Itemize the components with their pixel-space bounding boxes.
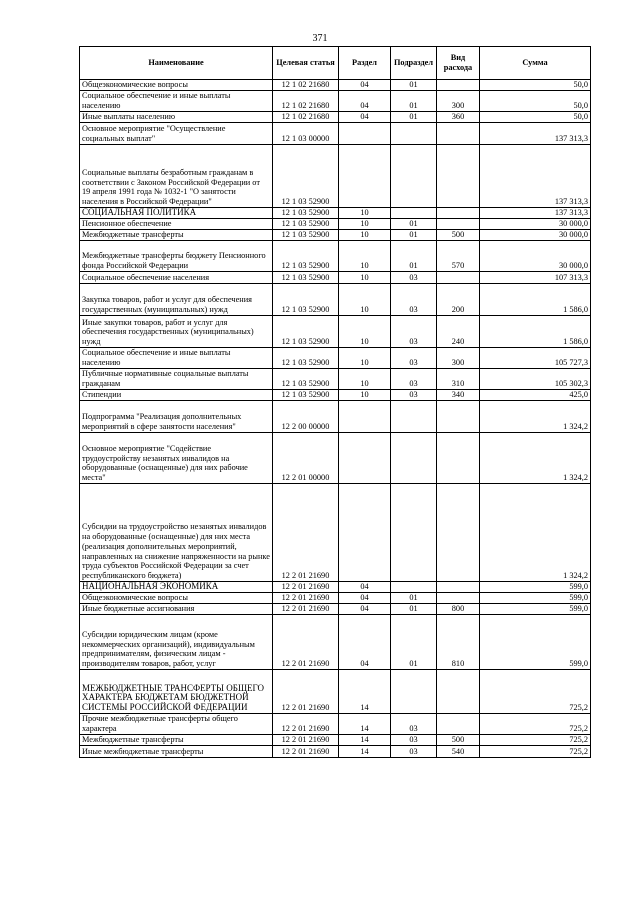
cell-section: [339, 123, 391, 145]
cell-sum: 30 000,0: [480, 219, 591, 230]
cell-sum: 599,0: [480, 582, 591, 593]
cell-target-article: 12 2 01 21690: [273, 714, 339, 735]
cell-subsection: 01: [391, 241, 437, 272]
header-subsection: Подраздел: [391, 47, 437, 80]
cell-expense-type: 310: [437, 369, 480, 390]
cell-name: Общеэкономические вопросы: [80, 80, 273, 91]
table-row: [80, 123, 591, 145]
cell-subsection: 03: [391, 735, 437, 746]
table-row: [80, 316, 591, 348]
cell-subsection: [391, 433, 437, 484]
cell-expense-type: [437, 272, 480, 284]
table-row: [80, 145, 591, 208]
cell-subsection: 01: [391, 593, 437, 604]
table-row: [80, 112, 591, 123]
cell-expense-type: [437, 208, 480, 219]
cell-name: Основное мероприятие "Содействие трудоустройству незанятых инвалидов на оборудованные (оснащенные) для них рабочие места": [80, 433, 273, 484]
cell-target-article: 12 2 01 21690: [273, 670, 339, 714]
cell-subsection: [391, 145, 437, 208]
cell-expense-type: [437, 123, 480, 145]
cell-expense-type: [437, 80, 480, 91]
table-row: [80, 401, 591, 433]
cell-expense-type: 570: [437, 241, 480, 272]
cell-target-article: 12 1 02 21680: [273, 112, 339, 123]
cell-expense-type: [437, 433, 480, 484]
cell-section: [339, 484, 391, 582]
table-row: [80, 593, 591, 604]
cell-name: Закупка товаров, работ и услуг для обеспечения государственных (муниципальных) нужд: [80, 284, 273, 316]
cell-section: 04: [339, 91, 391, 112]
cell-expense-type: 500: [437, 735, 480, 746]
cell-expense-type: 500: [437, 230, 480, 241]
cell-expense-type: [437, 401, 480, 433]
cell-sum: 105 727,3: [480, 348, 591, 369]
cell-sum: 50,0: [480, 112, 591, 123]
cell-subsection: 01: [391, 112, 437, 123]
cell-subsection: 03: [391, 316, 437, 348]
cell-name: Субсидии юридическим лицам (кроме некоммерческих организаций), индивидуальным предпринимателям, физическим лицам - производителям товаров, работ, услуг: [80, 615, 273, 670]
cell-expense-type: [437, 670, 480, 714]
cell-sum: 1 324,2: [480, 433, 591, 484]
table-row: [80, 390, 591, 401]
cell-sum: 30 000,0: [480, 230, 591, 241]
cell-section: 04: [339, 112, 391, 123]
cell-section: 04: [339, 582, 391, 593]
cell-sum: 599,0: [480, 593, 591, 604]
cell-section: 14: [339, 714, 391, 735]
cell-section: 10: [339, 208, 391, 219]
cell-target-article: 12 1 03 52900: [273, 241, 339, 272]
cell-target-article: 12 1 03 52900: [273, 316, 339, 348]
cell-name: Иные закупки товаров, работ и услуг для обеспечения государственных (муниципальных) нужд: [80, 316, 273, 348]
cell-expense-type: 800: [437, 604, 480, 615]
cell-sum: 725,2: [480, 746, 591, 758]
cell-section: 10: [339, 219, 391, 230]
cell-subsection: [391, 484, 437, 582]
table-row: [80, 433, 591, 484]
cell-target-article: 12 1 02 21680: [273, 91, 339, 112]
cell-sum: 137 313,3: [480, 208, 591, 219]
cell-name: МЕЖБЮДЖЕТНЫЕ ТРАНСФЕРТЫ ОБЩЕГО ХАРАКТЕРА БЮДЖЕТАМ БЮДЖЕТНОЙ СИСТЕМЫ РОССИЙСКОЙ ФЕДЕРАЦИИ: [80, 670, 273, 714]
cell-subsection: 01: [391, 604, 437, 615]
cell-target-article: 12 1 03 52900: [273, 348, 339, 369]
cell-expense-type: 540: [437, 746, 480, 758]
cell-sum: 137 313,3: [480, 145, 591, 208]
cell-name: Иные бюджетные ассигнования: [80, 604, 273, 615]
cell-target-article: 12 1 03 52900: [273, 272, 339, 284]
cell-section: 10: [339, 241, 391, 272]
cell-section: [339, 401, 391, 433]
cell-target-article: 12 2 01 21690: [273, 604, 339, 615]
cell-sum: 50,0: [480, 91, 591, 112]
cell-subsection: [391, 401, 437, 433]
cell-sum: 599,0: [480, 604, 591, 615]
cell-section: 10: [339, 369, 391, 390]
cell-target-article: 12 2 01 21690: [273, 593, 339, 604]
cell-target-article: 12 2 01 21690: [273, 615, 339, 670]
cell-expense-type: [437, 714, 480, 735]
cell-subsection: 03: [391, 284, 437, 316]
cell-name: Иные выплаты населению: [80, 112, 273, 123]
cell-subsection: 01: [391, 80, 437, 91]
cell-name: Социальное обеспечение и иные выплаты населению: [80, 91, 273, 112]
cell-name: Пенсионное обеспечение: [80, 219, 273, 230]
table-row: [80, 80, 591, 91]
cell-section: 04: [339, 604, 391, 615]
cell-section: 10: [339, 348, 391, 369]
cell-sum: 599,0: [480, 615, 591, 670]
cell-expense-type: [437, 582, 480, 593]
cell-name: Субсидии на трудоустройство незанятых инвалидов на оборудованные (оснащенные) для них места (реализация дополнительных мероприятий, направленных на снижение напряженности на рынке труда субъектов Российской Федерации за счет республиканского бюджета): [80, 484, 273, 582]
cell-target-article: 12 2 01 21690: [273, 735, 339, 746]
cell-name: Иные межбюджетные трансферты: [80, 746, 273, 758]
cell-target-article: 12 1 03 00000: [273, 123, 339, 145]
cell-target-article: 12 2 01 21690: [273, 484, 339, 582]
cell-subsection: 03: [391, 746, 437, 758]
cell-target-article: 12 1 03 52900: [273, 369, 339, 390]
table-row: [80, 230, 591, 241]
cell-section: 10: [339, 272, 391, 284]
cell-name: Публичные нормативные социальные выплаты гражданам: [80, 369, 273, 390]
cell-name: Социальные выплаты безработным гражданам в соответствии с Законом Российской Федерации от 19 апреля 1991 года № 1032-1 "О занятости населения в Российской Федерации": [80, 145, 273, 208]
page-number: 371: [312, 33, 328, 44]
cell-section: 14: [339, 735, 391, 746]
cell-target-article: 12 1 03 52900: [273, 284, 339, 316]
table-row: [80, 241, 591, 272]
cell-subsection: [391, 208, 437, 219]
cell-target-article: 12 1 03 52900: [273, 230, 339, 241]
header-expense-type: Вид расхода: [437, 47, 480, 80]
cell-section: 10: [339, 284, 391, 316]
cell-sum: 725,2: [480, 735, 591, 746]
cell-sum: 107 313,3: [480, 272, 591, 284]
cell-name: Межбюджетные трансферты: [80, 735, 273, 746]
cell-expense-type: 810: [437, 615, 480, 670]
cell-subsection: 03: [391, 369, 437, 390]
cell-name: Социальное обеспечение и иные выплаты населению: [80, 348, 273, 369]
table-row: [80, 91, 591, 112]
budget-table: [79, 46, 591, 758]
table-row: [80, 208, 591, 219]
table-row: [80, 746, 591, 758]
cell-sum: 50,0: [480, 80, 591, 91]
cell-section: [339, 145, 391, 208]
cell-sum: 725,2: [480, 670, 591, 714]
cell-section: 04: [339, 80, 391, 91]
cell-subsection: 03: [391, 714, 437, 735]
table-row: [80, 604, 591, 615]
cell-sum: 1 324,2: [480, 484, 591, 582]
cell-target-article: 12 1 02 21680: [273, 80, 339, 91]
table-header-row: [80, 47, 591, 80]
cell-subsection: 01: [391, 219, 437, 230]
cell-sum: 30 000,0: [480, 241, 591, 272]
cell-section: 10: [339, 316, 391, 348]
cell-expense-type: 340: [437, 390, 480, 401]
cell-expense-type: 300: [437, 348, 480, 369]
cell-subsection: 03: [391, 272, 437, 284]
table-row: [80, 369, 591, 390]
cell-target-article: 12 2 01 00000: [273, 433, 339, 484]
cell-sum: 425,0: [480, 390, 591, 401]
cell-target-article: 12 2 01 21690: [273, 582, 339, 593]
cell-name: Общеэкономические вопросы: [80, 593, 273, 604]
cell-expense-type: 240: [437, 316, 480, 348]
cell-expense-type: [437, 145, 480, 208]
cell-section: [339, 433, 391, 484]
cell-subsection: 03: [391, 390, 437, 401]
cell-section: 10: [339, 390, 391, 401]
cell-target-article: 12 1 03 52900: [273, 390, 339, 401]
cell-name: Основное мероприятие "Осуществление социальных выплат": [80, 123, 273, 145]
cell-target-article: 12 1 03 52900: [273, 208, 339, 219]
header-sum: Сумма: [480, 47, 591, 80]
cell-subsection: [391, 582, 437, 593]
cell-subsection: 03: [391, 348, 437, 369]
cell-name: Межбюджетные трансферты бюджету Пенсионного фонда Российской Федерации: [80, 241, 273, 272]
cell-section: 14: [339, 746, 391, 758]
cell-subsection: 01: [391, 615, 437, 670]
cell-sum: 105 302,3: [480, 369, 591, 390]
header-target-article: Целевая статья: [273, 47, 339, 80]
cell-expense-type: [437, 593, 480, 604]
cell-section: 14: [339, 670, 391, 714]
cell-sum: 137 313,3: [480, 123, 591, 145]
cell-expense-type: 360: [437, 112, 480, 123]
cell-sum: 1 324,2: [480, 401, 591, 433]
table-row: [80, 219, 591, 230]
cell-section: 04: [339, 593, 391, 604]
table-row: [80, 615, 591, 670]
cell-target-article: 12 1 03 52900: [273, 219, 339, 230]
cell-sum: 725,2: [480, 714, 591, 735]
table-row: [80, 670, 591, 714]
cell-expense-type: [437, 219, 480, 230]
cell-subsection: [391, 670, 437, 714]
cell-name: НАЦИОНАЛЬНАЯ ЭКОНОМИКА: [80, 582, 273, 593]
cell-name: Прочие межбюджетные трансферты общего характера: [80, 714, 273, 735]
cell-expense-type: [437, 484, 480, 582]
table-row: [80, 714, 591, 735]
cell-expense-type: 300: [437, 91, 480, 112]
table-row: [80, 348, 591, 369]
cell-section: 10: [339, 230, 391, 241]
cell-subsection: 01: [391, 91, 437, 112]
cell-subsection: [391, 123, 437, 145]
table-row: [80, 284, 591, 316]
cell-name: Межбюджетные трансферты: [80, 230, 273, 241]
cell-target-article: 12 2 01 21690: [273, 746, 339, 758]
cell-name: СОЦИАЛЬНАЯ ПОЛИТИКА: [80, 208, 273, 219]
cell-name: Подпрограмма "Реализация дополнительных мероприятий в сфере занятости населения": [80, 401, 273, 433]
cell-subsection: 01: [391, 230, 437, 241]
table-row: [80, 582, 591, 593]
header-name: Наименование: [80, 47, 273, 80]
cell-section: 04: [339, 615, 391, 670]
table-row: [80, 735, 591, 746]
cell-target-article: 12 2 00 00000: [273, 401, 339, 433]
cell-name: Социальное обеспечение населения: [80, 272, 273, 284]
cell-sum: 1 586,0: [480, 284, 591, 316]
table-row: [80, 272, 591, 284]
header-section: Раздел: [339, 47, 391, 80]
cell-target-article: 12 1 03 52900: [273, 145, 339, 208]
cell-sum: 1 586,0: [480, 316, 591, 348]
table-row: [80, 484, 591, 582]
cell-expense-type: 200: [437, 284, 480, 316]
cell-name: Стипендии: [80, 390, 273, 401]
